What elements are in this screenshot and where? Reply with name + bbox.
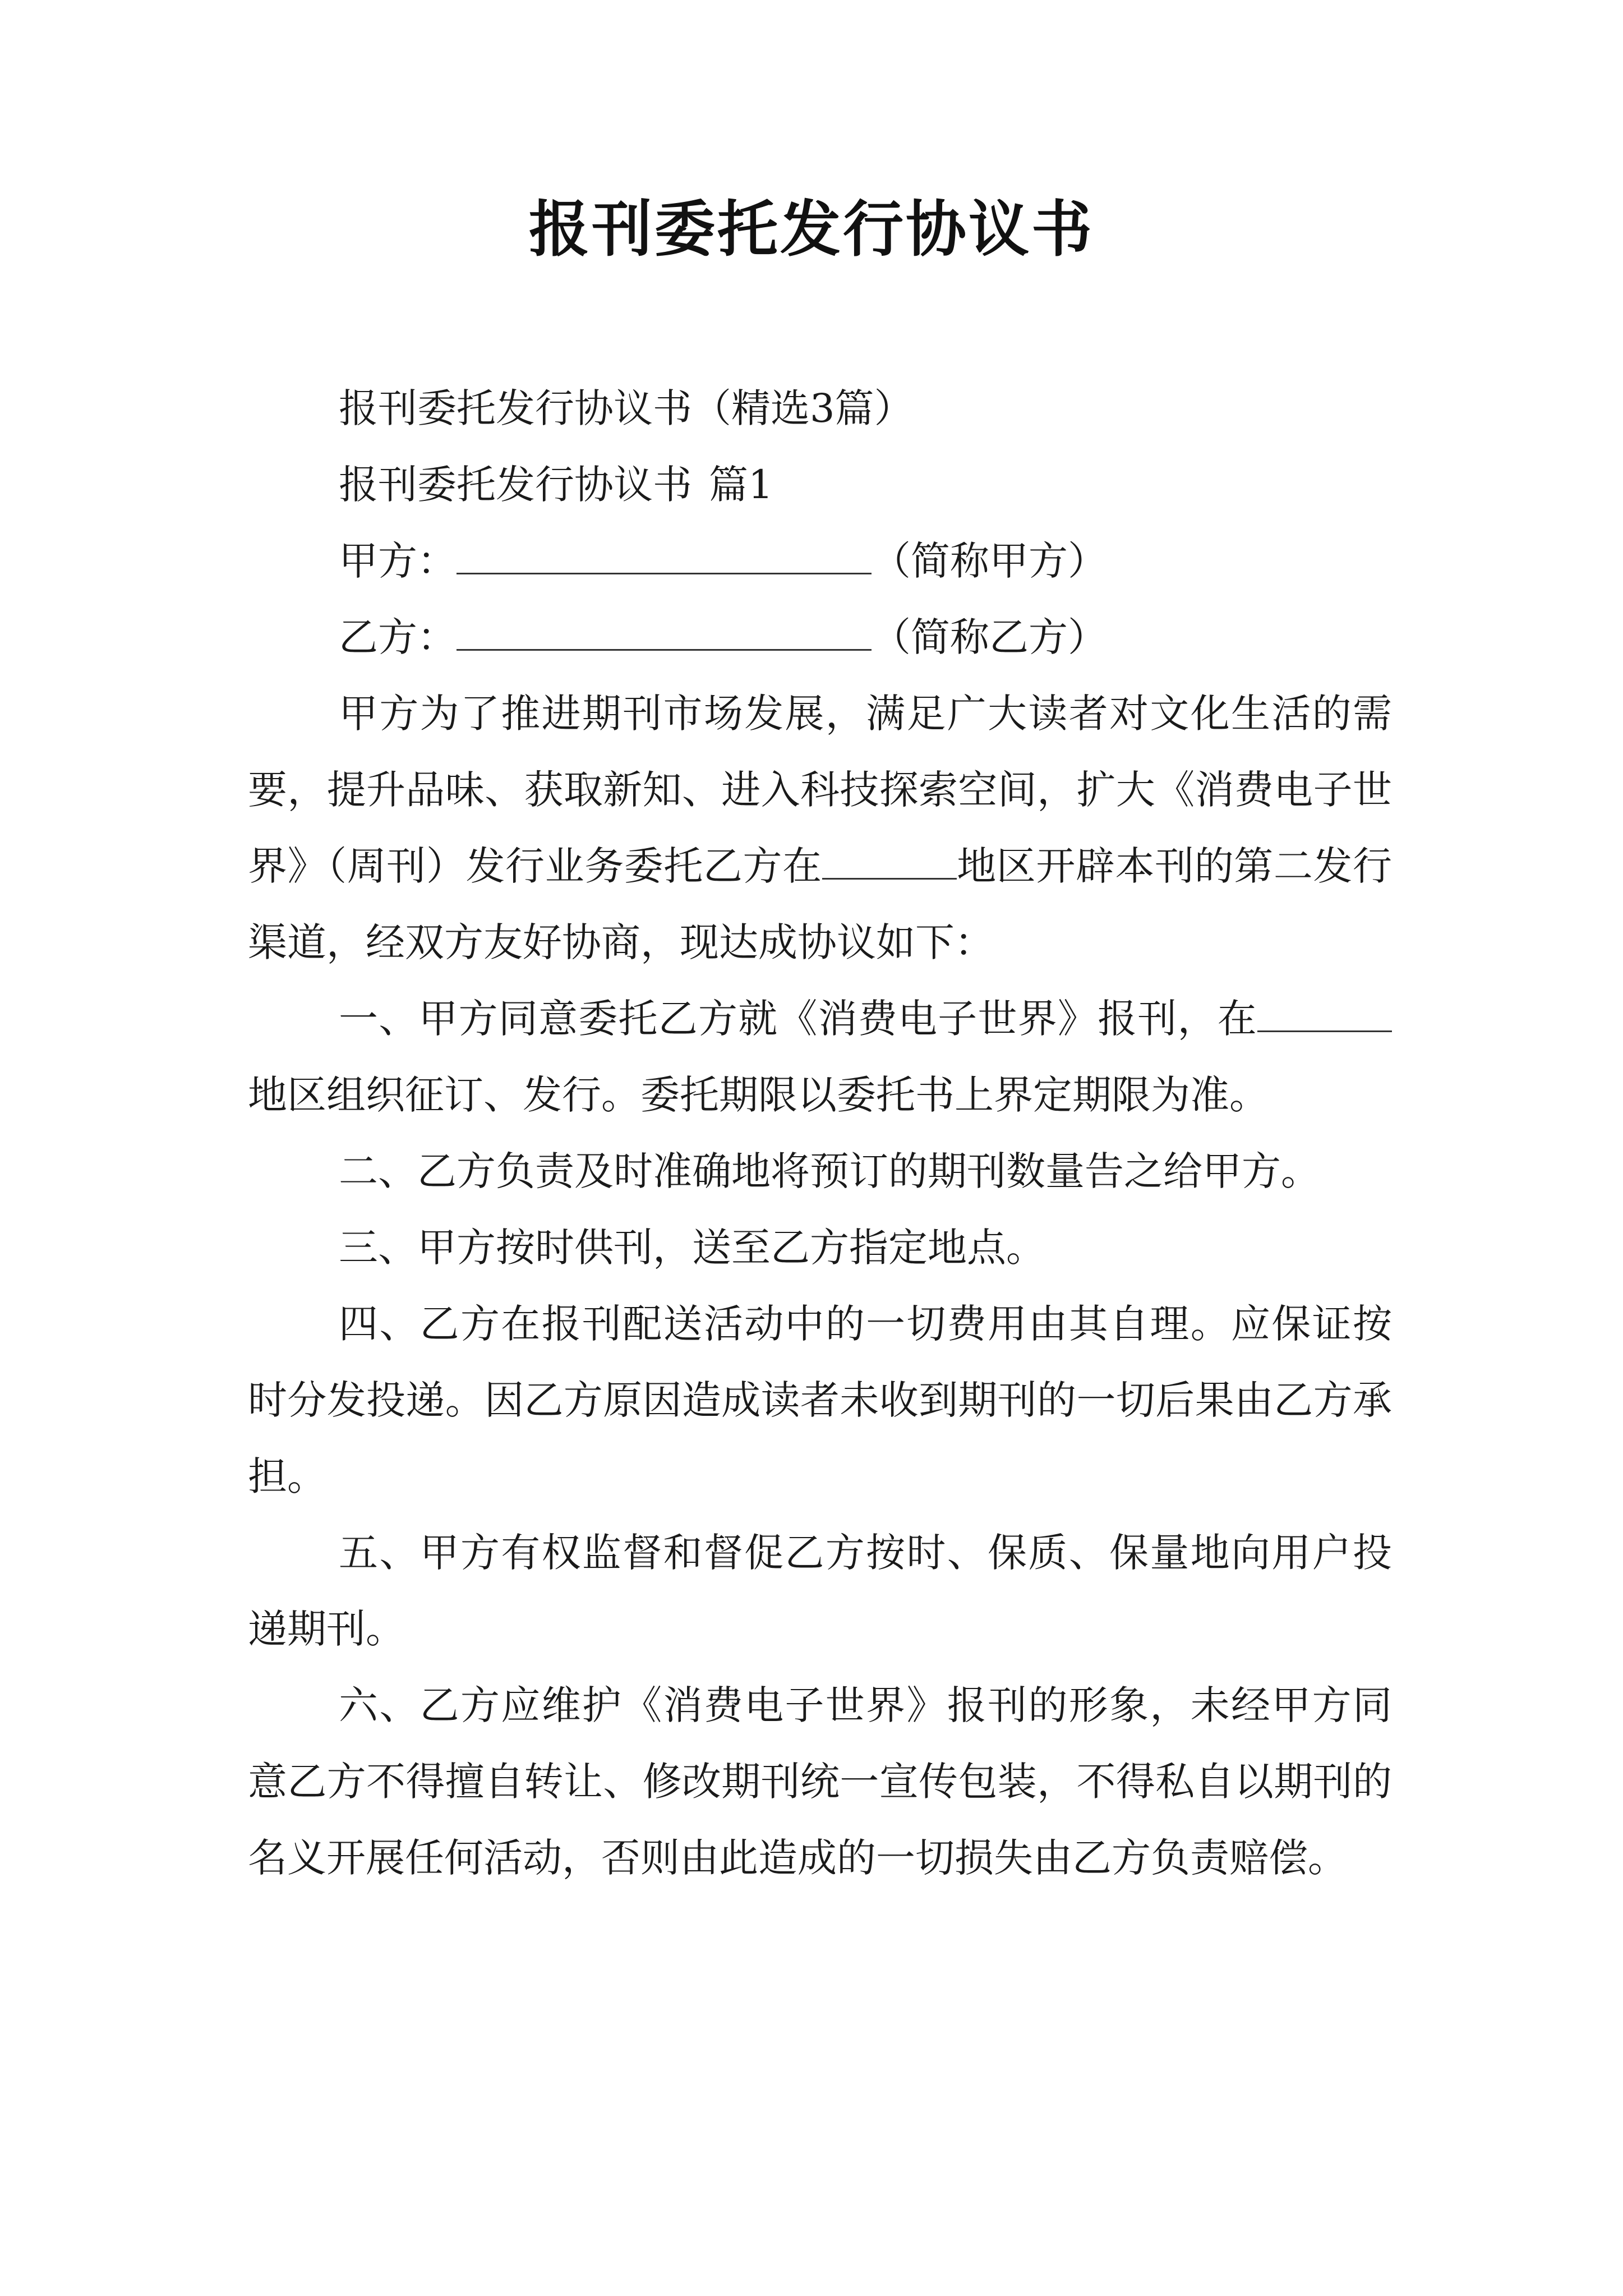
clause-1-region-blank: [1257, 997, 1392, 1032]
clause-2: 二、乙方负责及时准确地将预订的期刊数量告之给甲方。: [339, 1148, 1320, 1194]
document-title: 报刊委托发行协议书: [528, 195, 1094, 265]
party-a-label: 甲方：: [339, 538, 457, 584]
clause-5: 五、甲方有权监督和督促乙方按时、保质、保量地向用户投递期刊。: [248, 1530, 1392, 1652]
party-a-suffix: （简称甲方）: [872, 538, 1107, 584]
preamble-region-blank: [822, 844, 957, 880]
preamble-text-2: 地区开辟本刊的第二发行渠道，经双方友好协商，现达成协议如下：: [248, 843, 1393, 965]
section-heading-line: [248, 447, 1392, 523]
party-a-line: [248, 523, 1392, 599]
document-subtitle: 报刊委托发行协议书（精选3篇）: [339, 385, 914, 431]
party-b-label: 乙方：: [339, 614, 457, 660]
clause-6: 六、乙方应维护《消费电子世界》报刊的形象，未经甲方同意乙方不得擅自转让、修改期刊统一宣传包装，不得私自以期刊的名义开展任何活动，否则由此造成的一切损失由乙方负责赔偿。: [248, 1682, 1392, 1881]
section-number: 篇1: [709, 462, 773, 508]
party-b-suffix: （简称乙方）: [872, 614, 1107, 660]
party-b-line: [248, 599, 1392, 675]
clause-1: [248, 981, 1392, 1133]
preamble-text-1: 甲方为了推进期刊市场发展，满足广大读者对文化生活的需要，提升品味、获取新知、进入科技探索空间，扩大《消费电子世界》（周刊）发行业务委托乙方在: [248, 691, 1392, 889]
clause-1-text-2: 地区组织征订、发行。委托期限以委托书上界定期限为准。: [248, 1072, 1269, 1118]
party-a-blank: [457, 539, 872, 574]
clause-1-text-1: 一、甲方同意委托乙方就《消费电子世界》报刊，在: [339, 996, 1257, 1042]
party-b-blank: [457, 615, 872, 651]
clause-3: 三、甲方按时供刊，送至乙方指定地点。: [339, 1225, 1045, 1271]
clause-4: 四、乙方在报刊配送活动中的一切费用由其自理。应保证按时分发投递。因乙方原因造成读者未收到期刊的一切后果由乙方承担。: [248, 1301, 1392, 1499]
preamble-paragraph: [248, 675, 1392, 981]
section-heading: 报刊委托发行协议书: [339, 462, 692, 508]
document-body: [248, 370, 1392, 1896]
